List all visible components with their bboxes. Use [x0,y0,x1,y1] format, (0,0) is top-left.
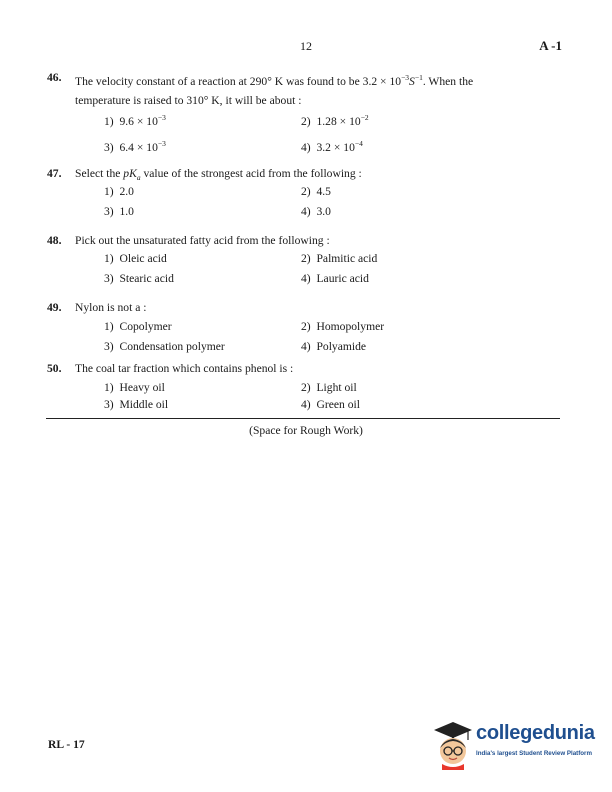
option-48-1: 1) Oleic acid [104,252,167,265]
question-text: Nylon is not a : [75,301,147,314]
question-text: The coal tar fraction which contains phenol is : [75,362,294,375]
question-number: 47. [47,167,62,180]
option-47-1: 1) 2.0 [104,185,134,198]
option-50-2: 2) Light oil [301,381,357,394]
divider-rule [46,418,560,419]
question-number: 50. [47,362,62,375]
option-46-2: 2) $1.28 \times 10^{-2}$ [301,113,369,128]
rate-constant: $3.2 \times 10^{-3}S^{-1}$ [362,73,423,88]
option-48-4: 4) Lauric acid [301,272,369,285]
option-49-4: 4) Polyamide [301,340,367,353]
question-46 [47,68,537,110]
question-49 [47,298,537,317]
option-47-2: 2) 4.5 [301,185,331,198]
option-46-4: 4) $3.2 \times 10^{-4}$ [301,139,363,154]
question-number: 46. [47,71,62,84]
question-text: The velocity constant of a reaction at 290° K was found to be $3.2 \times 10^{-3}S^{-1}$. When the temperature is raised to 310° K, it will be about : [75,73,474,107]
option-48-3: 3) Stearic acid [104,272,174,285]
question-text: Select the $pK_a$ value of the strongest acid from the following : [75,167,362,182]
option-47-4: 4) 3.0 [301,205,331,218]
option-46-1: 1) $9.6 \times 10^{-3}$ [104,113,166,128]
question-number: 48. [47,234,62,247]
question-text: Pick out the unsaturated fatty acid from the following : [75,234,330,247]
paper-code: A -1 [539,38,562,53]
page-number: 12 [300,39,312,53]
brand-name: collegedunia [476,722,595,744]
option-50-3: 3) Middle oil [104,398,169,411]
brand-tagline: India's largest Student Review Platform [476,750,592,757]
rough-work-label: (Space for Rough Work) [249,424,363,437]
question-number: 49. [47,301,62,314]
question-50 [47,359,537,378]
option-49-3: 3) Condensation polymer [104,340,225,353]
option-49-1: 1) Copolymer [104,320,172,333]
option-46-3: 3) $6.4 \times 10^{-3}$ [104,139,166,154]
option-47-3: 3) 1.0 [104,205,134,218]
collegedunia-watermark [432,720,602,770]
question-48 [47,231,537,250]
option-48-2: 2) Palmitic acid [301,252,378,265]
option-50-1: 1) Heavy oil [104,381,165,394]
option-49-2: 2) Homopolymer [301,320,385,333]
option-50-4: 4) Green oil [301,398,360,411]
graduate-logo-icon [432,720,474,770]
footer-code: RL - 17 [48,738,85,751]
